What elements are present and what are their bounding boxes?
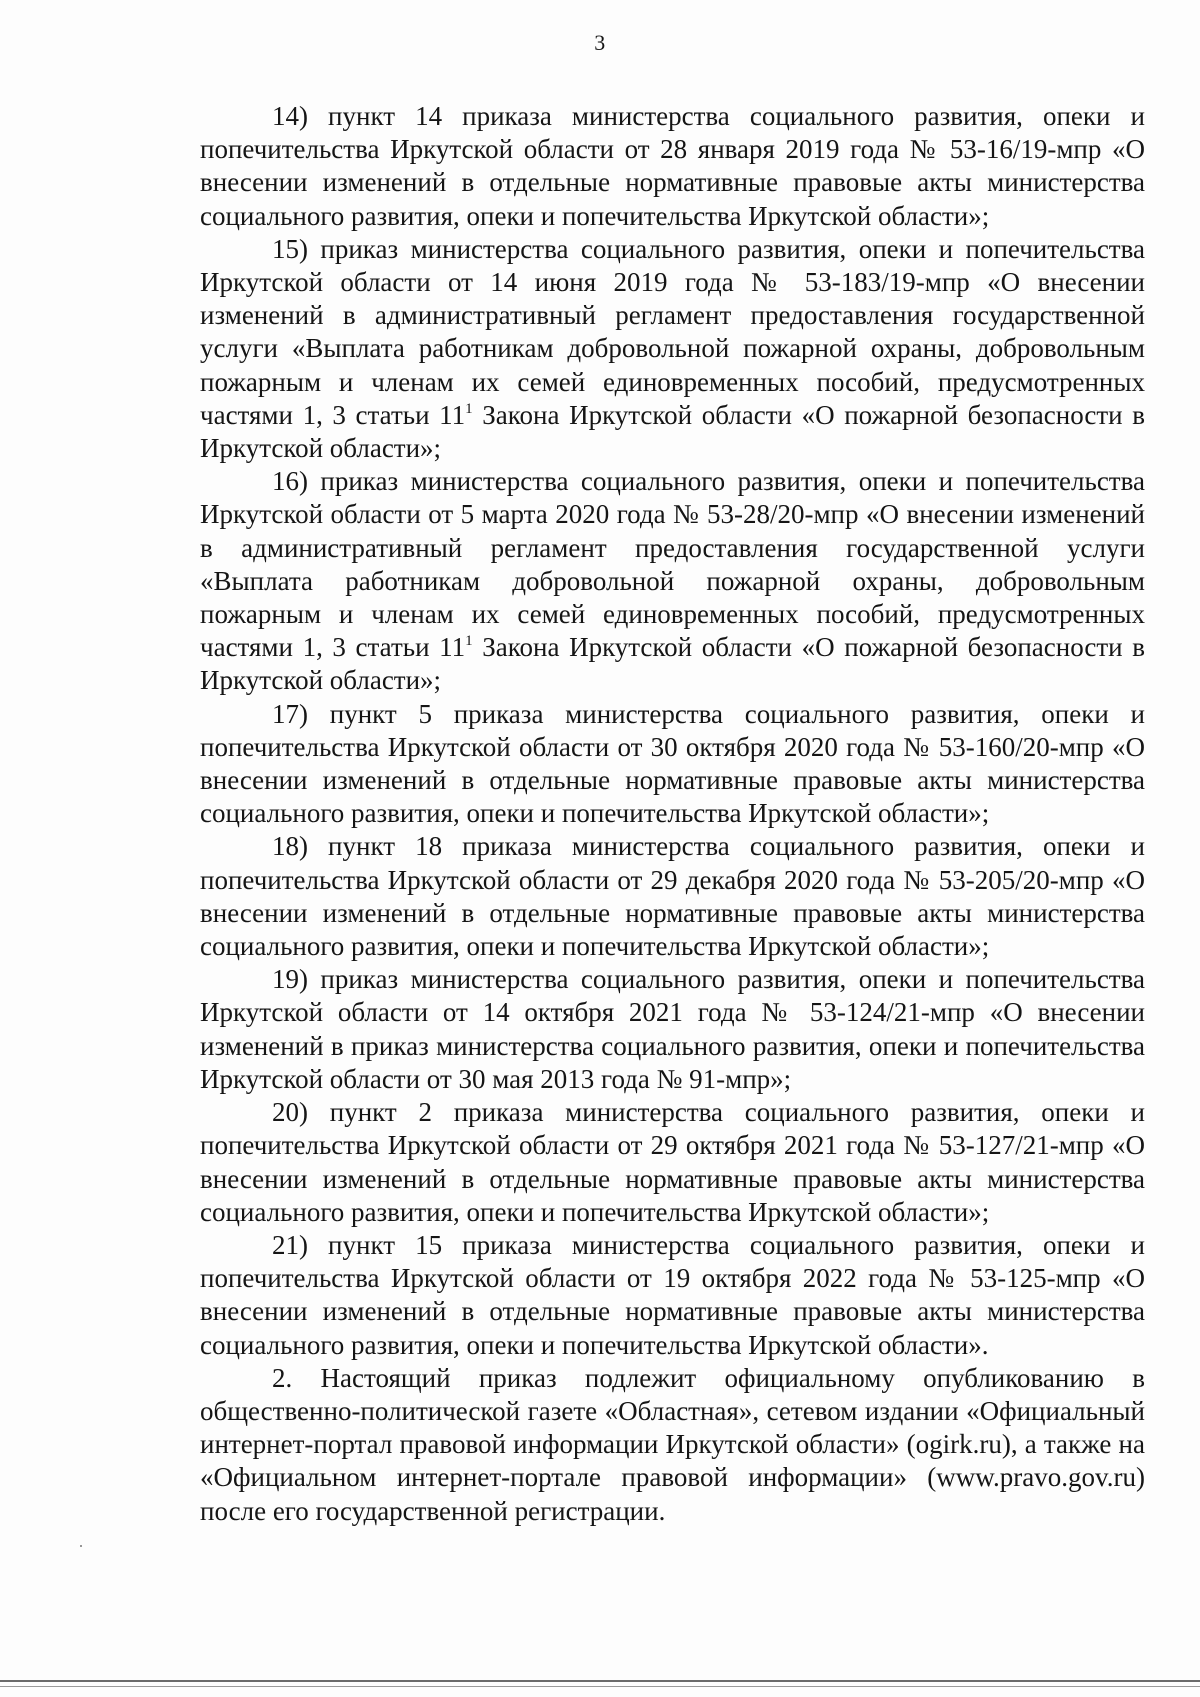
paragraph-item-17: 17) пункт 5 приказа министерства социального развития, опеки и попечительства Иркутской области от 30 октября 2020 года № 53-160/20-мпр «О внесении изменений в отдельные нормативные правовые акты министерства социального развития, опеки и попечительства Иркутской области»; xyxy=(200,698,1145,829)
paragraph-text: 16) приказ министерства социального развития, опеки и попечительства Иркутской области от 5 марта 2020 года № 53-28/20-мпр «О внесении изменений в административный регламент предоставления государственной услуги «Выплата работникам добровольной пожарной охраны, добровольным пожарным и членам их семей единовременных пособий, предусмотренных частями 1, 3 статьи 11 xyxy=(200,466,1145,663)
scan-bottom-edge xyxy=(0,1680,1200,1682)
paragraph-item-19: 19) приказ министерства социального развития, опеки и попечительства Иркутской области от 14 октября 2021 года № 53-124/21-мпр «О внесении изменений в приказ министерства социального развития, опеки и попечительства Иркутской области от 30 мая 2013 года № 91-мпр»; xyxy=(200,964,1145,1094)
paragraph-publication-clause: 2. Настоящий приказ подлежит официальному опубликованию в общественно-политической газете «Областная», сетевом издании «Официальный интернет-портал правовой информации Иркутской области» (ogirk.ru), а также на «Официальном интернет-портале правовой информации» (www.pravo.gov.ru) после его государственной регистрации. xyxy=(200,1362,1145,1526)
paragraph-item-16 xyxy=(200,465,1145,697)
paragraph-text: Закона Иркутской области «О пожарной безопасности в Иркутской области»; xyxy=(200,399,1145,464)
paragraph-item-21: 21) пункт 15 приказа министерства социального развития, опеки и попечительства Иркутской области от 19 октября 2022 года № 53-125-мпр «О внесении изменений в отдельные нормативные правовые акты министерства социального развития, опеки и попечительства Иркутской области». xyxy=(200,1229,1145,1360)
document-body xyxy=(200,100,1145,1528)
paragraph-text: Закона Иркутской области «О пожарной безопасности в Иркутской области»; xyxy=(200,632,1145,696)
scan-speck xyxy=(80,1545,82,1547)
superscript-index: 1 xyxy=(465,400,473,417)
superscript-index: 1 xyxy=(465,633,473,650)
paragraph-item-14: 14) пункт 14 приказа министерства социального развития, опеки и попечительства Иркутской области от 28 января 2019 года № 53-16/19-мпр «О внесении изменений в отдельные нормативные правовые акты министерства социального развития, опеки и попечительства Иркутской области»; xyxy=(200,101,1145,231)
scan-bottom-edge-shadow xyxy=(0,1686,1200,1687)
paragraph-item-15 xyxy=(200,233,1145,465)
paragraph-item-20: 20) пункт 2 приказа министерства социального развития, опеки и попечительства Иркутской области от 29 октября 2021 года № 53-127/21-мпр «О внесении изменений в отдельные нормативные правовые акты министерства социального развития, опеки и попечительства Иркутской области»; xyxy=(200,1097,1145,1227)
page-number: 3 xyxy=(594,30,606,55)
paragraph-item-18: 18) пункт 18 приказа министерства социального развития, опеки и попечительства Иркутской области от 29 декабря 2020 года № 53-205/20-мпр «О внесении изменений в отдельные нормативные правовые акты министерства социального развития, опеки и попечительства Иркутской области»; xyxy=(200,831,1145,962)
paragraph-text: 15) приказ министерства социального развития, опеки и попечительства Иркутской области от 14 июня 2019 года № 53-183/19-мпр «О внесении изменений в административный регламент предоставления государственной услуги «Выплата работникам добровольной пожарной охраны, добровольным пожарным и членам их семей единовременных пособий, предусмотренных частями 1, 3 статьи 11 xyxy=(200,233,1145,430)
